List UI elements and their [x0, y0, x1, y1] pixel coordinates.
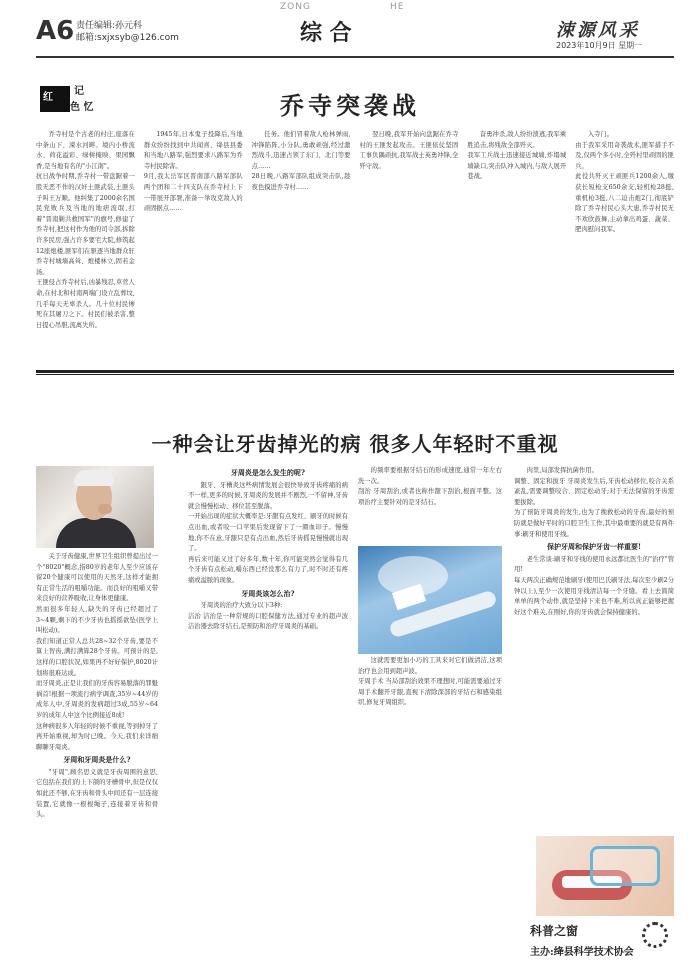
story1-column-6: [575, 130, 674, 364]
story2-column-b: [188, 466, 348, 972]
photo-floss: [590, 846, 660, 886]
story2-subhead-d: 保护牙周和保护牙齿一样重要!: [546, 542, 642, 552]
issue-date: 2023年10月9日 星期一: [556, 41, 643, 50]
column-tag: [40, 82, 110, 116]
story1-col1-text: 乔寺村是个古老的村庄,座落在中条山下、涑水河畔。境内小桥流水、荷花溢彩、绿树掩映、果园飘香,是当地有名的"小江南"。 抗日战争时期,乔寺村一带盘踞着一股无恶不作的汉奸土匪武装,土匪头子叫王万顺。他纠集了2000余名国民党败兵及当地的地痞流氓,打着"晋南剿共救国军"的旗号,修建了乔寺村,把这村作为他的司令部,拆除许多民房,强占许多要宅大院,修筑起12座炮楼,匪军们在驱逐当地群众驻乔寺村城墙高耸、炮楼林立,固若金汤。 王匪侵占乔寺村后,凶暴残忍,草菅人命,在村北和村南两端门设立乱葬坟,几乎每天无辜杀人。几十位村民惨死在其屠刀之下。村民们被杀害,整日提心吊胆,流离失所。: [36, 131, 135, 329]
photo-hand: [98, 504, 112, 514]
column-tag-line2: 色 忆: [70, 102, 94, 113]
brand-logo: 涑源风采: [556, 20, 640, 41]
story1-column-4: [359, 130, 458, 364]
story1-column-3: [252, 130, 351, 364]
photo-shirt: [56, 518, 136, 548]
elderly-man-photo: [36, 466, 154, 548]
sponsor-organizer: 主办:绛县科学技术协会: [530, 947, 634, 958]
story2-subhead-b: 牙周炎是怎么发生的呢?: [230, 468, 306, 477]
editor-name: 责任编辑:孙元科: [76, 21, 143, 31]
story1-column-2: [144, 130, 243, 364]
story1-body: [36, 130, 674, 364]
story2-col-a-text: 关于牙齿健康,世界卫生组织曾提出过一个"8020"概念,指80岁的老年人至少应该存留20个健康可以使用的天然牙,这样才能拥有正常生活的咀嚼功能。而良好的咀嚼又带来良好的营养吸收,让身体更健康。 然而很多年轻人,缺失的牙齿已经超过了3~4颗,剩下的不少牙齿也摇摇欲坠(医学上叫松动)。 我们知道正常人总共28~32个牙齿,要是不算上智齿,满打满算28个牙齿。可预计的是,这样的口腔状况,如果再不好好保护,8020计划将很难达成。 而牙周炎,正是让我们的牙齿容易脱落的罪魁祸首!根据一项流行病学调查,35岁~44岁的成年人中,牙周炎的发病超过3成,55岁~64岁的成年人中这个比例接近8成! 这种病很多人年轻的时候不重视,等到掉牙了再开始重视,却为时已晚。今天,我们来详细聊聊牙周炎。: [36, 553, 158, 751]
story1-column-5: [467, 130, 566, 364]
story1-col2-text: 1945年,日本鬼子投降后,当地群众纷纷找到中共闻喜、绛县县委和当地八路军,强烈要求八路军为乔寺村民除害。 9月,我太岳军区晋南部八路军部队两个团和二十四支队在乔寺村上下一带展开部署,准备一举攻克敌人的顽固据点……: [143, 131, 243, 213]
editor-email: 邮箱:sxjxsyb@126.com: [76, 33, 179, 43]
story2-col-b-text: 跟牙、牙槽炎这些病情发展会很快导致牙齿疼痛的病不一样,更多的时候,牙周炎的发展并不剧烈,一不留神,牙齿就会慢慢松动、移位甚至脱落。 一开始出现的症状大概率是:牙龈有点发红、刷牙的时候有点出血,或者咬一口苹果后发现留下了一圈血印子。慢慢地,你不在意,牙龈只是有点出血,然后牙齿摇晃慢慢就出现了。 再后来可能又过了好多年,数十年,你可能突然会觉得有几个牙齿有点松动,嚼东西已经没那么有力了,时不时还有疼痛或溢脓的现象。: [188, 481, 348, 584]
dental-floss-photo: [536, 836, 674, 916]
section-pinyin-right: HE: [390, 2, 405, 12]
story1-col5-text: 奋勇冲杀,敌人纷纷溃逃,我军乘胜追击,将残敌全部歼灭。 我军工兵战士迅速接近城墙,炸塌城墙缺口,突击队冲入城内,与敌人展开巷战。: [467, 131, 567, 181]
story1-col3-text: 任务。他们冒着敌人枪林弹雨,冲锋陷阵,小分队,勇敢顽强,经过激烈战斗,迅速占领了东门、北门等要点…… 28日晚,八路军部队组成突击队,趁夜色摸进乔寺村……: [251, 131, 351, 191]
page-number: A6: [36, 16, 75, 46]
story2-headline: 一种会让牙齿掉光的病 很多人年轻时不重视: [151, 432, 559, 456]
column-tag-box: 红: [40, 86, 70, 112]
story2-col-d-text: 肉里,局部发挥抗菌作用。 调整、固定和拔牙 牙周炎发生后,牙齿松动移位,咬合关系紊乱,需要调整咬合、固定松动牙;对于无法保留的牙齿需要拔除。 为了预防牙周炎的发生,也为了挽救松动的牙齿,最好的预防就是做好平时的口腔卫生工作,其中最重要的就是有两件事:刷牙和使用牙线。: [514, 467, 674, 538]
story1-col4-text: 翌日晚,我军开始向盘踞在乔寺村的王匪发起攻击。王匪依仗坚固工事负隅顽抗,我军战士英勇冲锋,全歼守敌。: [359, 131, 459, 170]
story1-col6-text: 入寺门。 由于我军采用奇袭战术,匪军措手不及,仅两个多小时,全歼村里顽固的匪兵。 此役共歼灭王顽匪兵1200余人,缴获长短枪支650余支,轻机枪28挺,重机枪3挺,八二迫击炮2门,彻底铲除了乔寺村民心头大患,乔寺村民无不欢欣鼓舞,主动拿出鸡蛋、蔬菜、肥肉慰问我军。: [575, 131, 674, 234]
story2-subhead-b2: 牙周炎该怎么治?: [241, 588, 295, 598]
sponsor-column-name: 科普之窗: [530, 924, 579, 938]
story2-column-c: [358, 466, 502, 972]
editor-info: [76, 20, 179, 44]
toothbrush-photo: [358, 546, 502, 654]
story2-column-a: [36, 552, 158, 972]
story2-col-b2-text: 牙周炎的治疗大致分以下3种: 洁治 洁治是一种常规的口腔保健方法,通过专业的超声波洁治器去除牙结石,是预防和治疗牙周炎的基础。: [188, 602, 348, 631]
story2-col-c-text: 的频率要根据牙结石的形成速度,通常一年左右洗一次。 刮治 牙周刮治,或者也称作龈下刮治,根面平整。这项治疗主要针对的是牙结石。: [358, 467, 502, 506]
story2-col-a-tail: "牙周",顾名思义就是牙齿周围的意思,它包括在我们的上下颌的牙槽骨中,但是仅仅如此还不够,在牙齿和骨头中间还有一层连接装置,它就像一根根绳子,连接着牙齿和骨头。: [36, 768, 158, 819]
section-pinyin-left: ZONG: [280, 2, 311, 12]
masthead: [0, 0, 700, 58]
story2-subhead-a: 牙周和牙周炎是什么?: [63, 755, 131, 765]
sponsor-badge: [530, 922, 674, 974]
section-title: [250, 2, 450, 56]
gear-icon: [642, 922, 668, 948]
story2-col-c2-text: 这就需要更加小巧的工具来对它们做清洁,这项治疗也会用到超声波。 牙周手术 当局部刮治效果不理想时,可能需要通过牙周手术翻开牙龈,直视下清除深部的牙结石和感染组织,修复牙周组织。: [358, 657, 502, 707]
story2-col-d2-text: 老生常谈:刷牙和牙线的使用永远都比医生的"治疗"管用! 每天两次正确规范地刷牙(使用巴氏刷牙法,每次至少刷2分钟以上),至少一次使用牙线清洁每一个牙缝。看上去简简单单的两个动作,就是坚持下来也不难,所以真正能够把握好这个难关,在刚好,你的牙齿就会保持健康的。: [514, 555, 674, 616]
story-divider: [36, 370, 674, 373]
story1-column-1: [36, 130, 135, 364]
story-divider-thin: [36, 374, 674, 375]
header-divider: [36, 56, 674, 58]
photo-hair: [74, 470, 114, 486]
story1-headline: 乔寺突袭战: [280, 91, 420, 120]
section-name: 综 合: [300, 20, 352, 46]
column-tag-line1: 记: [74, 86, 84, 97]
